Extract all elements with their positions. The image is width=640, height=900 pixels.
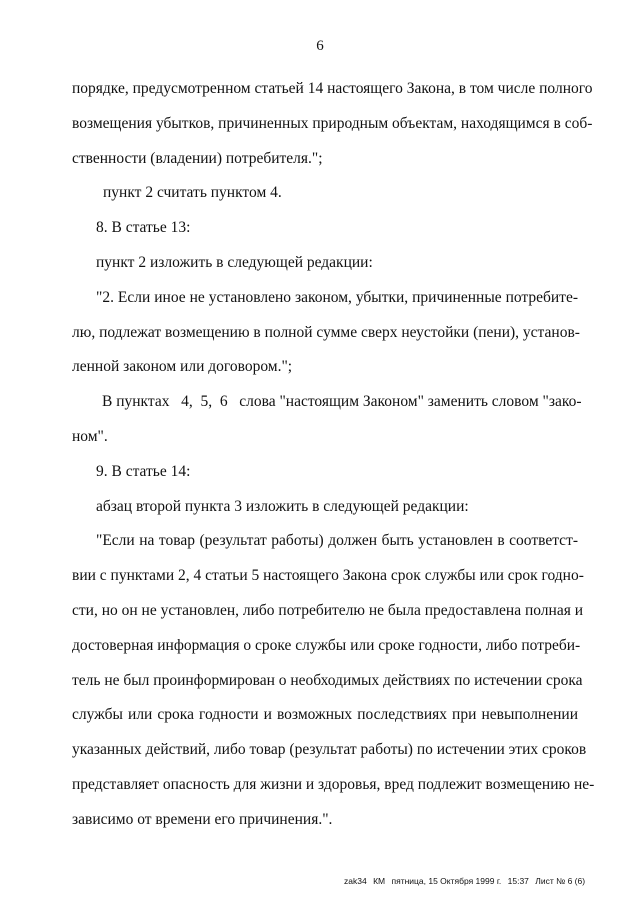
text-line: абзац второй пункта 3 изложить в следующей редакции: xyxy=(96,497,469,515)
section-heading: 9. В статье 14: xyxy=(96,462,191,480)
page-footer xyxy=(344,876,589,886)
text-line: указанных действий, либо товар (результат работы) по истечении этих сроков xyxy=(72,741,587,759)
footer-doc-name: zak34 xyxy=(344,876,367,886)
text-line: "2. Если иное не установлено законом, убытки, причиненные потребите- xyxy=(96,288,578,306)
text-line: "Если на товар (результат работы) должен быть установлен в соответст- xyxy=(96,532,578,550)
text-line: возмещения убытков, причиненных природным объектам, находящимся в соб- xyxy=(72,114,593,132)
text-line: ственности (владении) потребителя."; xyxy=(72,149,323,167)
text-line: ленной законом или договором."; xyxy=(72,358,293,376)
text-line: вии с пунктами 2, 4 статьи 5 настоящего Закона срок службы или срок годно- xyxy=(72,567,584,585)
text-line: лю, подлежат возмещению в полной сумме сверх неустойки (пени), установ- xyxy=(72,323,580,341)
text-line: ном". xyxy=(72,427,108,445)
text-line: сти, но он не установлен, либо потребителю не была предоставлена полная и xyxy=(72,601,584,619)
text-line: достоверная информация о сроке службы или сроке годности, либо потреби- xyxy=(72,636,581,654)
text-line: службы или срока годности и возможных последствиях при невыполнении xyxy=(72,706,578,724)
document-body xyxy=(72,72,595,838)
text-line: зависимо от времени его причинения.". xyxy=(72,810,333,828)
text-line: В пунктах 4, 5, 6 слова "настоящим Законом" заменить словом "зако- xyxy=(102,393,582,411)
text-line: пункт 2 считать пунктом 4. xyxy=(103,184,282,202)
footer-time: 15:37 xyxy=(507,876,529,886)
text-line: тель не был проинформирован о необходимых действиях по истечении срока xyxy=(72,671,583,689)
page-number: 6 xyxy=(316,38,324,54)
footer-date: пятница, 15 Октября 1999 г. xyxy=(391,876,502,886)
footer-author: КМ xyxy=(373,876,386,886)
text-line: порядке, предусмотренном статьей 14 настоящего Закона, в том числе полного xyxy=(72,80,593,97)
text-line: представляет опасность для жизни и здоровья, вред подлежит возмещению не- xyxy=(72,775,595,793)
section-heading: 8. В статье 13: xyxy=(96,219,191,237)
footer-sheet: Лист № 6 (6) xyxy=(535,876,586,886)
text-line: пункт 2 изложить в следующей редакции: xyxy=(96,253,373,271)
